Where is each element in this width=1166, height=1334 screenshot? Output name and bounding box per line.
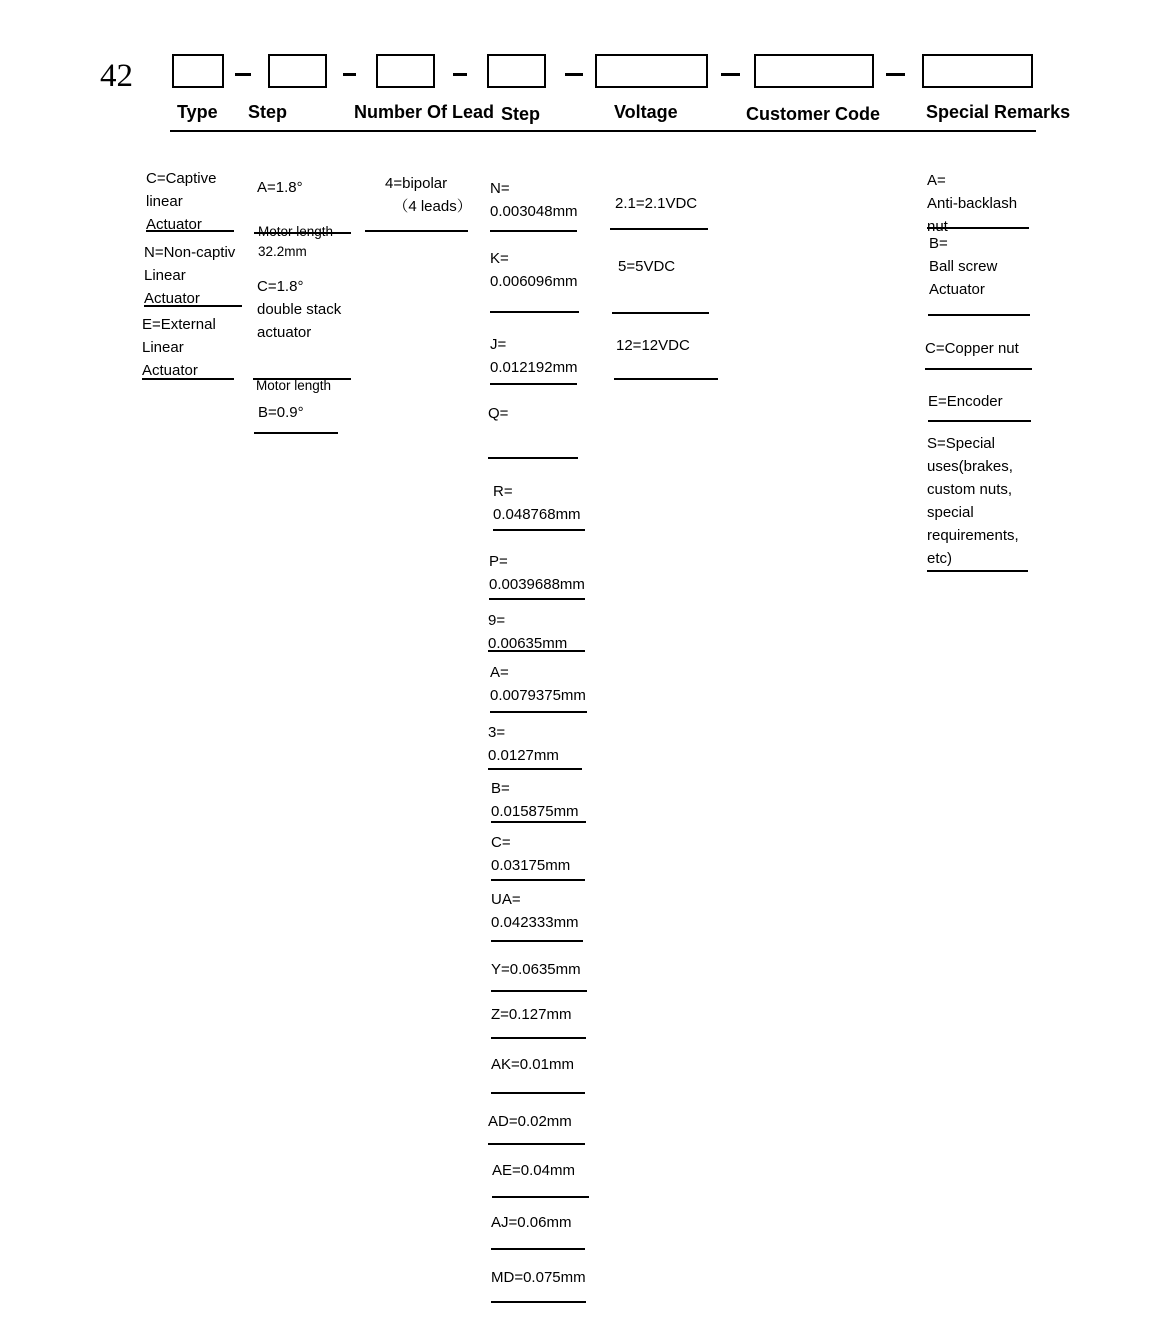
dash-separator [235,73,251,76]
type-option-external: E=External Linear Actuator [142,313,234,380]
dash-separator [886,73,905,76]
step-distance-option: AJ=0.06mm [491,1211,585,1250]
step-distance-option: AE=0.04mm [492,1159,589,1198]
step-angle-option-b: B=0.9° [254,401,338,434]
model-prefix: 42 [100,58,133,94]
voltage-option-5: 5=5VDC [612,255,709,314]
type-code-box[interactable] [172,54,224,88]
step-distance-option: AD=0.02mm [488,1110,585,1145]
step-distance-option: P= 0.0039688mm [489,550,585,600]
step-distance-option: UA= 0.042333mm [491,888,583,942]
step-distance-option: C= 0.03175mm [491,831,585,881]
step-distance-option: N= 0.003048mm [490,177,577,232]
step-angle-label: A=1.8° [257,179,303,196]
dash-separator [343,73,356,76]
header-step-angle: Step [248,102,288,122]
dash-separator [453,73,467,76]
voltage-option-12: 12=12VDC [614,334,718,380]
step-distance-option: Y=0.0635mm [491,958,587,992]
type-option-non-captive: N=Non-captiv Linear Actuator [144,241,242,307]
voltage-option-2-1: 2.1=2.1VDC [610,192,708,230]
step-distance-option: R= 0.048768mm [493,480,585,531]
dash-separator [565,73,583,76]
step-angle-detail: Motor length 32.2mm [258,224,334,259]
voltage-code-box[interactable] [595,54,708,88]
type-option-captive: C=Captive linear Actuator [146,167,234,232]
header-voltage: Voltage [614,102,678,122]
step-distance-option: K= 0.006096mm [490,247,579,313]
step-angle-option-a [254,153,351,259]
leads-option-bipolar: 4=bipolar （4 leads） [365,172,468,232]
step-angle-code-box[interactable] [268,54,327,88]
remark-option-copper-nut: C=Copper nut [925,337,1032,370]
special-remarks-code-box[interactable] [922,54,1033,88]
step-angle-label: C=1.8° double stack actuator [257,278,342,341]
header-rule [170,130,1036,132]
step-distance-option: B= 0.015875mm [491,777,586,823]
step-distance-option: Q= [488,402,578,459]
dash-separator [721,73,740,76]
customer-code-box[interactable] [754,54,874,88]
header-number-of-leads: Number Of Lead [354,102,495,122]
step-distance-code-box[interactable] [487,54,546,88]
step-distance-option: J= 0.012192mm [490,333,577,385]
step-distance-option: Z=0.127mm [491,1003,586,1039]
header-special-remarks: Special Remarks [926,102,1071,122]
remark-option-encoder: E=Encoder [928,390,1031,422]
remark-option-anti-backlash: A= Anti-backlash nut [927,169,1029,229]
step-distance-option: AK=0.01mm [491,1053,585,1094]
step-distance-option: A= 0.0079375mm [490,661,587,713]
step-angle-detail: Motor length [256,378,332,393]
step-distance-option: MD=0.075mm [491,1266,586,1303]
step-angle-option-c [253,252,351,393]
step-distance-option: 9= 0.00635mm [488,609,585,652]
remark-option-special-uses: S=Special uses(brakes, custom nuts, special requirements, etc) [927,432,1028,572]
header-step-distance: Step [501,104,541,124]
header-customer-code: Customer Code [746,104,881,124]
leads-code-box[interactable] [376,54,435,88]
remark-option-ball-screw: B= Ball screw Actuator [928,232,1030,316]
step-distance-option: 3= 0.0127mm [488,721,582,770]
header-type: Type [177,102,218,122]
